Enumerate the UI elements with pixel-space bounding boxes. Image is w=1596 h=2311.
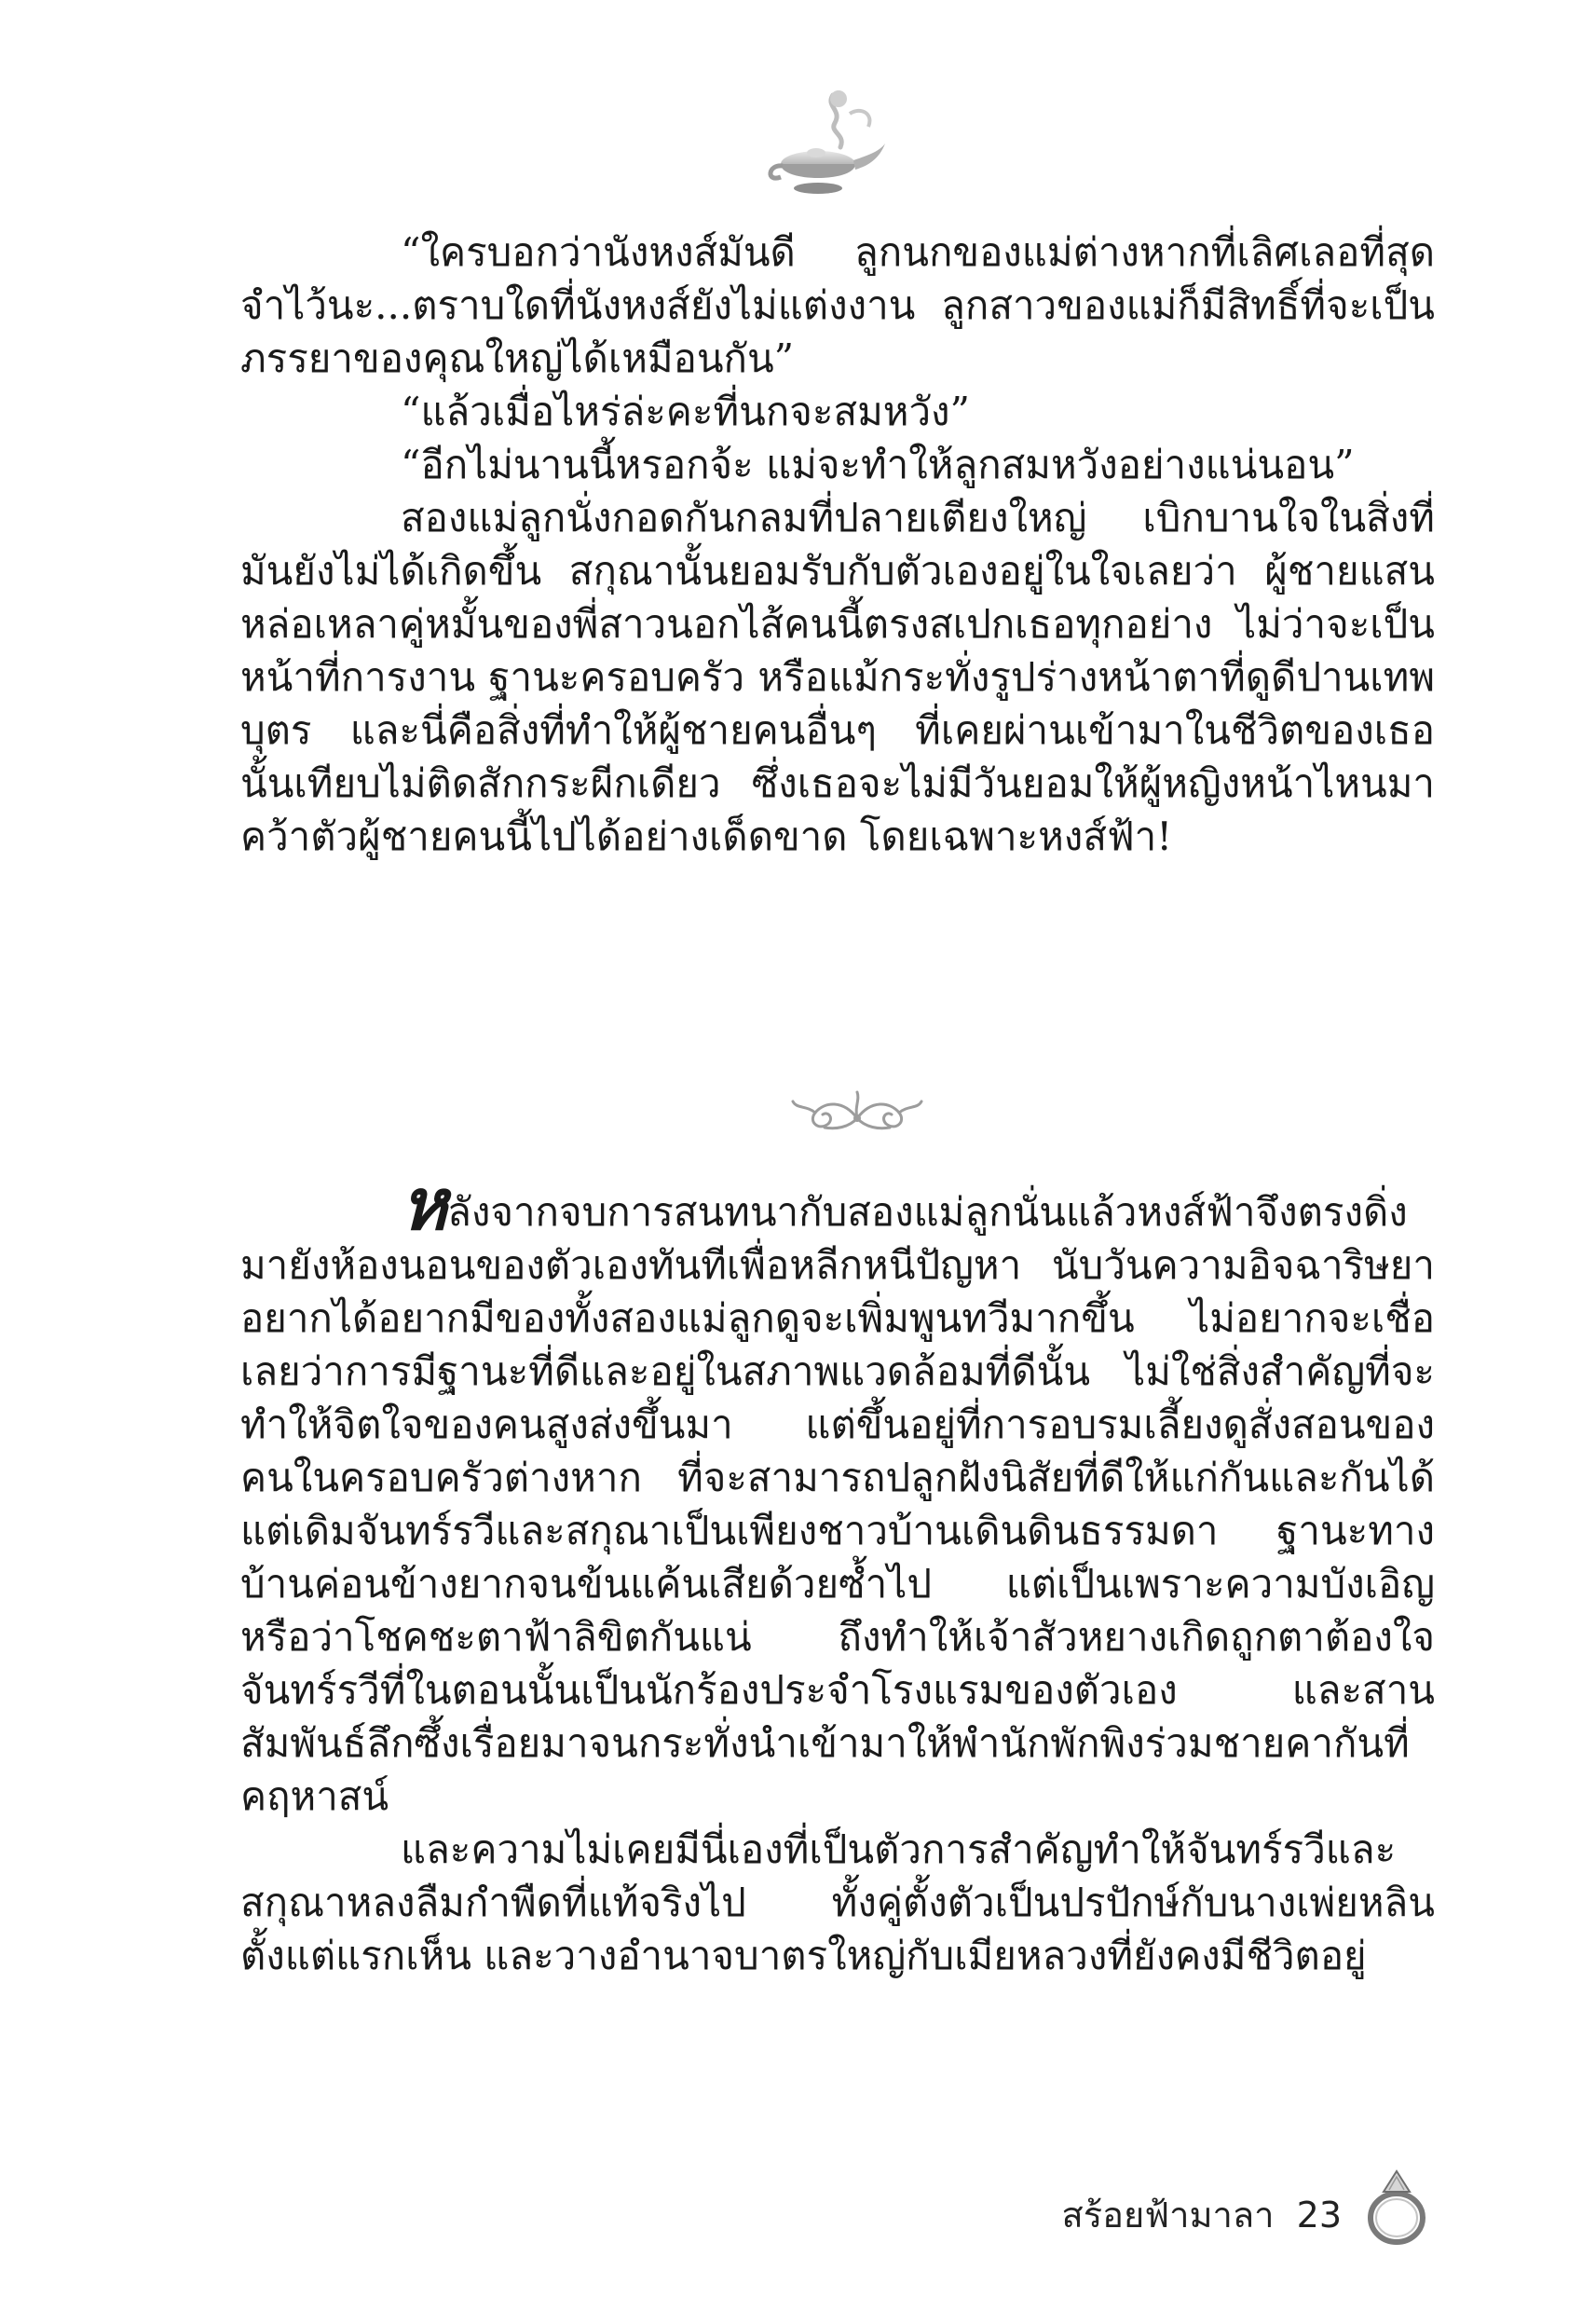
ring-icon [1356,2164,1435,2248]
paragraph-text: ลังจากจบการสนทนากับสองแม่ลูกนั่นแล้วหงส์ฟ้าจึงตรงดิ่งมายังห้องนอนของตัวเองทันทีเพื่อหลีกหนีปัญหา นับวันความอิจฉาริษยาอยากได้อยากมีของทั้งสองแม่ลูกดูจะเพิ่มพูนทวีมากขึ้น ไม่อยากจะเชื่อเลยว่าการมีฐานะที่ดีและอยู่ในสภาพแวดล้อมที่ดีนั้น ไม่ใช่สิ่งสำคัญที่จะทำให้จิตใจของคนสูงส่งขึ้นมา แต่ขึ้นอยู่ที่การอบรมเลี้ยงดูสั่งสอนของคนในครอบครัวต่างหาก ที่จะสามารถปลูกฝังนิสัยที่ดีให้แก่กันและกันได้ แต่เดิมจันทร์รวีและสกุณาเป็นเพียงชาวบ้านเดินดินธรรมดา ฐานะทางบ้านค่อนข้างยากจนข้นแค้นเสียด้วยซ้ำไป แต่เป็นเพราะความบังเอิญหรือว่าโชคชะตาฟ้าลิขิตกันแน่ ถึงทำให้เจ้าสัวหยางเกิดถูกตาต้องใจจันทร์รวีที่ในตอนนั้นเป็นนักร้องประจำโรงแรมของตัวเอง และสานสัมพันธ์ลึกซึ้งเรื่อยมาจนกระทั่งนำเข้ามาให้พำนักพักพิงร่วมชายคากันที่คฤหาสน์ [240,1189,1435,1819]
book-title: สร้อยฟ้ามาลา [1061,2195,1275,2236]
section-two [240,1163,1435,1982]
paragraph [240,1163,1435,1823]
paragraph: “แล้วเมื่อไหร่ล่ะคะที่นกจะสมหวัง” [401,389,971,434]
section-one [240,226,1435,863]
page-number: 23 [1296,2195,1342,2236]
page-footer [1061,2164,1435,2248]
paragraph: สองแม่ลูกนั่งกอดกันกลมที่ปลายเตียงใหญ่ เบิกบานใจในสิ่งที่มันยังไม่ได้เกิดขึ้น สกุณานั้นยอมรับกับตัวเองอยู่ในใจเลยว่า ผู้ชายแสนหล่อเหลาคู่หมั้นของพี่สาวนอกไส้คนนี้ตรงสเปกเธอทุกอย่าง ไม่ว่าจะเป็นหน้าที่การงาน ฐานะครอบครัว หรือแม้กระทั่งรูปร่างหน้าตาที่ดูดีปานเทพบุตร และนี่คือสิ่งที่ทำให้ผู้ชายคนอื่นๆ ที่เคยผ่านเข้ามาในชีวิตของเธอนั้นเทียบไม่ติดสักกระผีกเดียว ซึ่งเธอจะไม่มีวันยอมให้ผู้หญิงหน้าไหนมาคว้าตัวผู้ชายคนนี้ไปได้อย่างเด็ดขาด โดยเฉพาะหงส์ฟ้า! [240,495,1435,859]
floral-divider-icon [787,1081,927,1137]
drop-cap: ห [401,1163,448,1246]
paragraph: และความไม่เคยมีนี่เองที่เป็นตัวการสำคัญทำให้จันทร์รวีและสกุณาหลงลืมกำพืดที่แท้จริงไป ทั้งคู่ตั้งตัวเป็นปรปักษ์กับนางเพ่ยหลินตั้งแต่แรกเห็น และวางอำนาจบาตรใหญ่กับเมียหลวงที่ยังคงมีชีวิตอยู่ [240,1826,1435,1978]
magic-lamp-icon [760,86,891,207]
paragraph: “อีกไม่นานนี้หรอกจ้ะ แม่จะทำให้ลูกสมหวังอย่างแน่นอน” [401,442,1355,487]
paragraph: “ใครบอกว่านังหงส์มันดี ลูกนกของแม่ต่างหากที่เลิศเลอที่สุด จำไว้นะ...ตราบใดที่นังหงส์ยังไม่แต่งงาน ลูกสาวของแม่ก็มีสิทธิ์ที่จะเป็นภรรยาของคุณใหญ่ได้เหมือนกัน” [240,229,1435,381]
running-footer [1062,2186,1342,2243]
